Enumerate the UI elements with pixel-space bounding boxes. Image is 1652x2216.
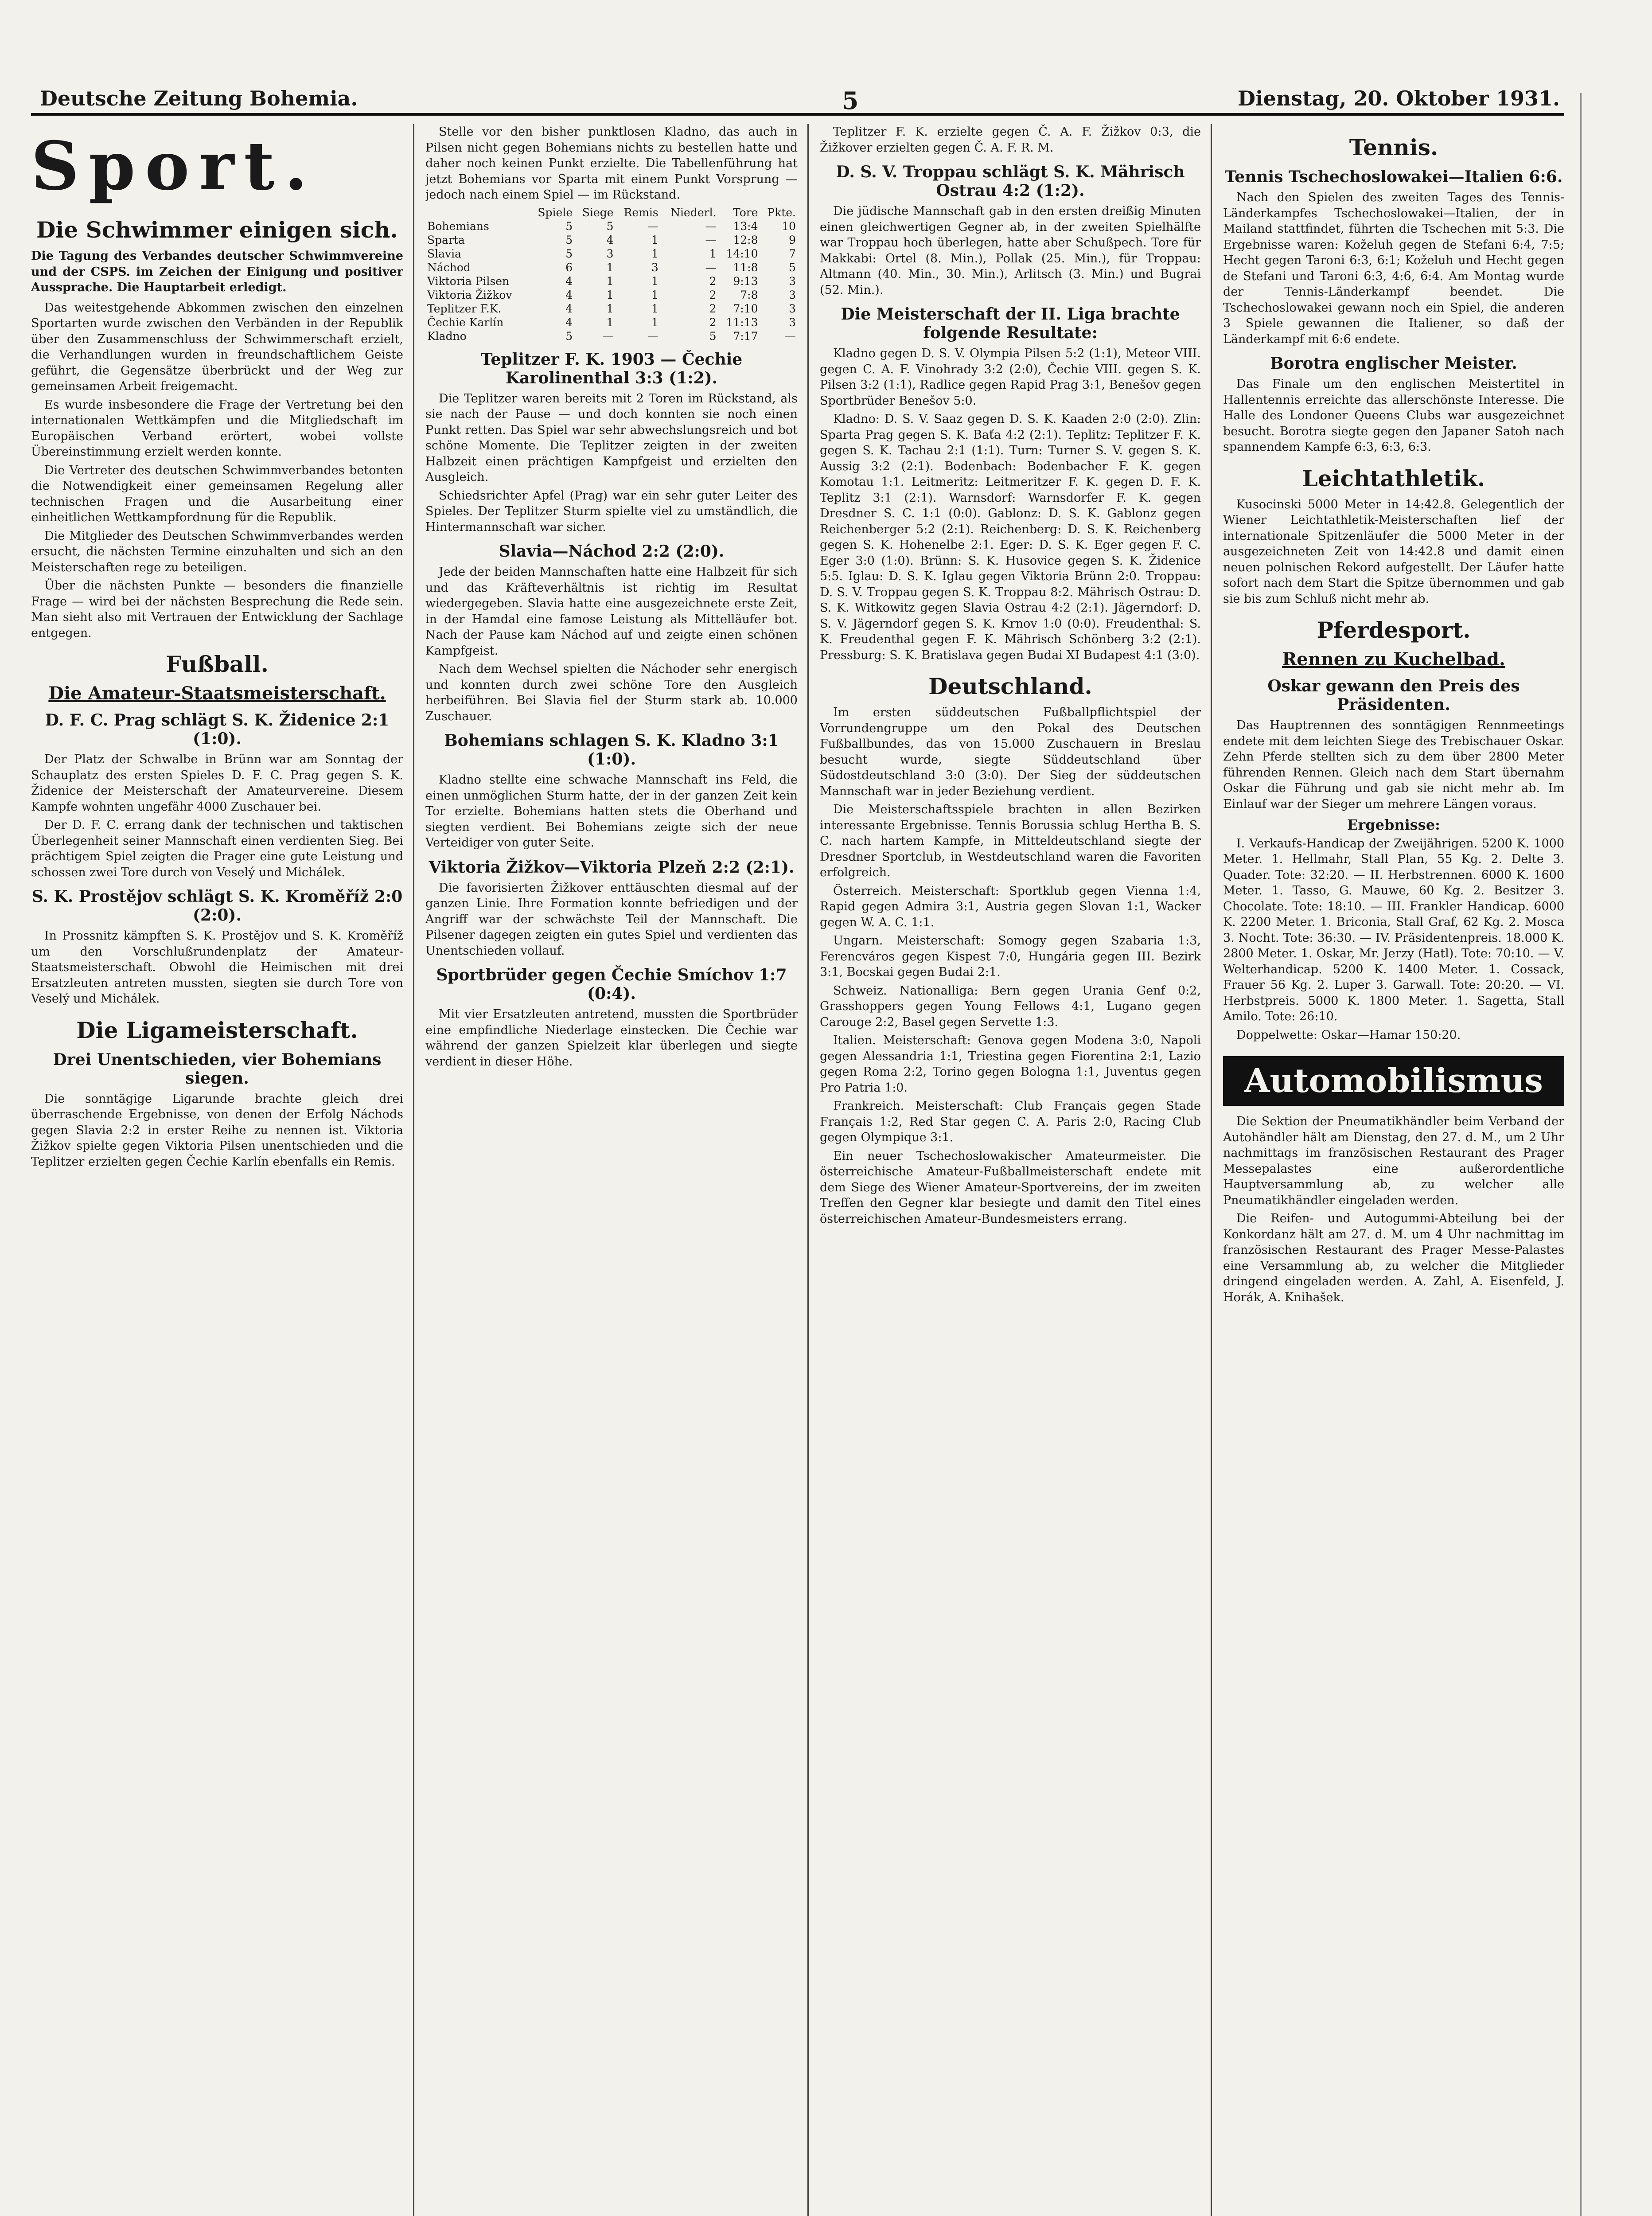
table-cell: 11:13 <box>726 316 758 329</box>
article-subheadline: Die Amateur-Staatsmeisterschaft. <box>48 683 386 704</box>
article-paragraph: Kladno stellte eine schwache Mannschaft ins Feld, die einen unmöglichen Sturm hatte, der in der ganzen Zeit kein Tor erzielte. Bohemians hatten stets die Oberhand und siegten verdient. Bei Bohemians zeigte sich der neue Verteidiger von guter Seite. <box>425 773 798 850</box>
table-cell: 9:13 <box>733 274 758 288</box>
article-paragraph: Die sonntägige Ligarunde brachte gleich drei überraschende Ergebnisse, von denen der Erfolg Náchods gegen Slavia 2:2 in erster Reihe zu nennen ist. Viktoria Žižkov spielte gegen Viktoria Pilsen unentschieden und die Teplitzer erzielten gegen Čechie Karlín ebenfalls ein Remis. <box>31 1092 403 1169</box>
article-headline: S. K. Prostějov schlägt S. K. Kroměříž 2:0 (2:0). <box>31 887 403 925</box>
table-cell: 12:8 <box>733 233 758 246</box>
section-title-sport: Sport. <box>31 127 317 205</box>
article-paragraph: Mit vier Ersatzleuten antretend, mussten die Sportbrüder eine empfindliche Niederlage einstecken. Die Čechie war während der ganzen Spielzeit klar überlegen und siegte verdient in dieser Höhe. <box>425 1007 798 1069</box>
table-cell: — <box>705 219 717 233</box>
column-3 <box>820 124 1201 2216</box>
article-paragraph: Das Finale um den englischen Meistertitel in Hallentennis erreichte das allerschönste Interesse. Die Halle des Londoner Queens Clubs war ausgezeichnet besucht. Borotra siegte gegen den Japaner Satoh nach spannendem Kampfe 6:3, 6:3, 6:3. <box>1223 377 1564 454</box>
league-table-header <box>425 206 798 219</box>
page-header <box>31 82 1564 116</box>
article-paragraph: Nach den Spielen des zweiten Tages des Tennis-Länderkampfes Tschechoslowakei—Italien, der in Mailand stattfindet, führten die Tschechen mit 5:3. Die Ergebnisse waren: Koželuh gegen de Stefani 6:4, 7:5; Hecht gegen Taroni 6:3, 6:1; Koželuh und Hecht gegen de Stefani und Taroni 6:3, 4:6, 6:4. Am Montag wurde der Tennis-Länderkampf beendet. Die Tschechoslowakei gewann noch ein Spiel, die anderen 3 Spiele gewannen die Italiener, so daß der Länderkampf mit 6:6 endete. <box>1223 191 1564 346</box>
article-headline: Viktoria Žižkov—Viktoria Plzeň 2:2 (2:1). <box>429 858 795 877</box>
article-paragraph: Die Mitglieder des Deutschen Schwimmverbandes werden ersucht, die nächsten Termine einzuhalten und sich an den Meisterschaften rege zu beteiligen. <box>31 529 403 574</box>
table-row <box>425 274 798 288</box>
article-headline: Oskar gewann den Preis des Präsidenten. <box>1267 677 1520 714</box>
table-cell: 7:17 <box>733 329 758 343</box>
table-head-cell: Remis <box>623 206 658 219</box>
table-head-cell: Spiele <box>538 206 573 219</box>
section-title-fussball: Fußball. <box>166 651 269 677</box>
table-cell: 11:8 <box>733 261 758 274</box>
article-paragraph: Die Sektion der Pneumatikhändler beim Verband der Autohändler hält am Dienstag, den 27. d. M., um 2 Uhr nachmittags im französischen Restaurant des Prager Messepalastes eine außerordentliche Hauptversammlung ab, zu welcher alle Pneumatikhändler eingeladen werden. <box>1223 1115 1564 1207</box>
table-cell: Viktoria Žižkov <box>427 288 512 301</box>
article-headline: D. F. C. Prag schlägt S. K. Židenice 2:1 (1:0). <box>45 711 390 748</box>
table-cell: 7 <box>789 247 796 260</box>
column-rule <box>807 124 809 2216</box>
table-cell: Kladno <box>427 329 467 343</box>
article-paragraph: Das Hauptrennen des sonntägigen Rennmeetings endete mit dem leichten Siege des Trebischauer Oskar. Zehn Pferde stellten sich zu dem über 2800 Meter führenden Rennen. Gleich nach dem Start übernahm Oskar die Führung und gab sie nicht mehr ab. Im Einlauf war der Sieger um mehrere Längen voraus. <box>1223 718 1564 811</box>
table-cell: Čechie Karlín <box>427 316 504 329</box>
table-cell: 1 <box>651 247 658 260</box>
article-headline: Die Meisterschaft der II. Liga brachte folgende Resultate: <box>841 305 1180 342</box>
table-cell: 2 <box>709 288 717 301</box>
article-paragraph: Frankreich. Meisterschaft: Club Français gegen Stade Français 1:2, Red Star gegen C. A. Paris 2:0, Racing Club gegen Olympique 3:1. <box>820 1099 1201 1144</box>
table-cell: 3 <box>789 302 796 315</box>
race-results: I. Verkaufs-Handicap der Zweijährigen. 5200 K. 1000 Meter. 1. Hellmahr, Stall Plan, 55 Kg. 2. Delte 3. Quader. Tote: 32:20. — II. Herbstrennen. 6000 K. 1600 Meter. 1. Tasso, G. Mauwe, 60 Kg. 2. Besitzer 3. Chocolate. Tote: 18:10. — III. Frankler Handicap. 6000 K. 2200 Meter. 1. Briconia, Stall Graf, 62 Kg. 2. Mosca 3. Nocht. Tote: 36:30. — IV. Präsidentenpreis. 18.000 K. 2800 Meter. 1. Oskar, Mr. Jerzy (Hatl). Tote: 70:10. — V. Welterhandicap. 5200 K. 1400 Meter. 1. Cossack, Frauer 56 Kg. 2. Luper 3. Garwall. Tote: 20:20. — VI. Herbstpreis. 5000 K. 1800 Meter. 1. Sagetta, Stall Amilo. Tote: 26:10. <box>1223 836 1564 1023</box>
column-1 <box>31 124 403 2216</box>
table-cell: 4 <box>565 316 573 329</box>
table-cell: 2 <box>709 302 717 315</box>
article-paragraph: Die jüdische Mannschaft gab in den ersten dreißig Minuten einen gleichwertigen Gegner ab, in der zweiten Spielhälfte war Troppau hoch überlegen, hatte aber Schußpech. Tore für Makkabi: Ortel (8. Min.), Pollak (25. Min.), für Troppau: Altmann (40. Min., 30. Min.), Arlitsch (3. Min.) und Bugrai (52. Min.). <box>820 204 1201 297</box>
table-cell: 4 <box>565 288 573 301</box>
table-head-cell: Niederl. <box>670 206 717 219</box>
table-cell: Slavia <box>427 247 462 260</box>
table-cell: 5 <box>789 261 796 274</box>
results-heading: Ergebnisse: <box>1347 816 1440 833</box>
table-cell: 1 <box>651 233 658 246</box>
article-paragraph: Nach dem Wechsel spielten die Náchoder sehr energisch und konnten durch zwei schöne Tore den Ausgleich herbeiführen. Bei Slavia fiel der Sturm stark ab. 10.000 Zuschauer. <box>425 662 798 723</box>
table-cell: 4 <box>606 233 614 246</box>
article-paragraph: Ein neuer Tschechoslowakischer Amateurmeister. Die österreichische Amateur-Fußballmeisterschaft endete mit dem Siege des Wiener Amateur-Sportvereins, der im zweiten Treffen den Gegner klar besiegte und damit den Titel eines österreichischen Amateur-Bundesmeisters errang. <box>820 1149 1201 1226</box>
article-headline: Bohemians schlagen S. K. Kladno 3:1 (1:0). <box>444 731 779 769</box>
table-cell: 1 <box>606 274 614 288</box>
table-row <box>425 219 798 233</box>
article-headline: Die Ligameisterschaft. <box>76 1017 358 1043</box>
table-head-cell <box>425 206 529 219</box>
league-table <box>425 206 798 343</box>
table-cell: — <box>705 233 717 246</box>
table-cell: 1 <box>606 288 614 301</box>
article-paragraph: Im ersten süddeutschen Fußballpflichtspiel der Vorrundengruppe um den Pokal des Deutschen Fußballbundes, das von 15.000 Zuschauern in Breslau besucht wurde, siegte Süddeutschland über Südostdeutschland 3:0 (3:0). Der Sieg der süddeutschen Mannschaft war in jeder Beziehung verdient. <box>820 706 1201 798</box>
article-headline: Teplitzer F. K. 1903 — Čechie Karolinenthal 3:3 (1:2). <box>480 350 743 387</box>
table-cell: 13:4 <box>733 219 758 233</box>
table-cell: 1 <box>606 261 614 274</box>
table-cell: 5 <box>565 233 573 246</box>
article-paragraph: Der D. F. C. errang dank der technischen und taktischen Überlegenheit seiner Mannschaft einen verdienten Sieg. Bei prächtigem Spiel zeigten die Prager eine gute Leistung und schossen zwei Tore durch von Veselý und Michálek. <box>31 818 403 879</box>
section-title-automobilismus: Automobilismus <box>1223 1056 1564 1106</box>
table-cell: 3 <box>789 288 796 301</box>
section-title-pferdesport: Pferdesport. <box>1317 617 1471 643</box>
table-cell: 1 <box>651 288 658 301</box>
table-cell: 7:10 <box>733 302 758 315</box>
table-cell: 5 <box>565 247 573 260</box>
article-paragraph: Das weitestgehende Abkommen zwischen den einzelnen Sportarten wurde zwischen den Verbänden in der Republik über den Zusammenschluss der Schwimmerschaft erzielt, die Verhandlungen wurden in freundschaftlichem Geiste geführt, die Gegensätze überbrückt und der Weg zur gemeinsamen Arbeit freigemacht. <box>31 300 403 393</box>
article-paragraph: Die Vertreter des deutschen Schwimmverbandes betonten die Notwendigkeit einer gemeinsamen Regelung aller technischen Fragen und die Ausarbeitung einer einheitlichen Wettkampfordnung für die Republik. <box>31 463 403 524</box>
table-cell: 4 <box>565 302 573 315</box>
column-4 <box>1223 124 1564 2216</box>
article-paragraph: Die Meisterschaftsspiele brachten in allen Bezirken interessante Ergebnisse. Tennis Borussia schlug Hertha B. S. C. nach hartem Kampfe, in Mitteldeutschland siegte der Dresdner Sportclub, in Westdeutschland waren die Favoriten erfolgreich. <box>820 803 1201 879</box>
table-cell: 1 <box>651 316 658 329</box>
table-cell: — <box>647 219 658 233</box>
table-cell: Náchod <box>427 261 471 274</box>
article-lead: Die Tagung des Verbandes deutscher Schwimmvereine und der CSPS. im Zeichen der Einigung und positiver Aussprache. Die Hauptarbeit erledigt. <box>31 249 403 294</box>
scan-edge <box>1580 93 1582 2216</box>
table-cell: — <box>785 329 796 343</box>
table-cell: 2 <box>709 274 717 288</box>
table-row <box>425 261 798 274</box>
article-paragraph: Jede der beiden Mannschaften hatte eine Halbzeit für sich und das Kräfteverhältnis ist richtig im Resultat wiedergegeben. Slavia hatte eine ausgezeichnete erste Zeit, in der Hamdal eine famose Leistung als Mittelläufer bot. Nach der Pause kam Náchod auf und zeigte einen schönen Kampfgeist. <box>425 565 798 658</box>
table-head-cell: Tore <box>732 206 758 219</box>
table-row <box>425 288 798 302</box>
article-paragraph: Schweiz. Nationalliga: Bern gegen Urania Genf 0:2, Grasshoppers gegen Young Fellows 4:1, Lugano gegen Carouge 2:2, Basel gegen Servette 1:3. <box>820 983 1201 1029</box>
table-cell: 7:8 <box>740 288 758 301</box>
table-cell: 4 <box>565 274 573 288</box>
article-paragraph: Der Platz der Schwalbe in Brünn war am Sonntag der Schauplatz des ersten Spieles D. F. C. Prag gegen S. K. Židenice der Meisterschaft der Amateurvereine. Diesem Kampfe wohnten ungefähr 4000 Zuschauer bei. <box>31 753 403 814</box>
article-paragraph: Die Teplitzer waren bereits mit 2 Toren im Rückstand, als sie nach der Pause — und doch konnten sie noch einen Punkt retten. Das Spiel war sehr abwechslungsreich und bot schöne Momente. Die Teplitzer zeigten in der zweiten Halbzeit einen prächtigen Kampfgeist und erzielten den Ausgleich. <box>425 391 798 484</box>
issue-date: Dienstag, 20. Oktober 1931. <box>1238 86 1560 110</box>
article-headline: Slavia—Náchod 2:2 (2:0). <box>499 542 725 561</box>
table-cell: 3 <box>789 316 796 329</box>
table-cell: 3 <box>789 274 796 288</box>
table-cell: 3 <box>651 261 658 274</box>
table-cell: Viktoria Pilsen <box>427 274 510 288</box>
table-cell: 6 <box>565 261 573 274</box>
article-headline: Die Schwimmer einigen sich. <box>36 217 398 243</box>
table-row <box>425 316 798 329</box>
table-cell: 2 <box>709 316 717 329</box>
page-number: 5 <box>842 86 859 115</box>
table-row <box>425 247 798 261</box>
article-paragraph: In Prossnitz kämpften S. K. Prostějov und S. K. Kroměříž um den Vorschlußrundenplatz der Amateur-Staatsmeisterschaft. Obwohl die Heimischen mit drei Ersatzleuten antreten mussten, siegten sie durch Tore von Veselý und Michálek. <box>31 929 403 1006</box>
table-cell: 1 <box>709 247 717 260</box>
table-cell: Sparta <box>427 233 465 246</box>
table-cell: 3 <box>606 247 614 260</box>
regional-results: Kladno: D. S. V. Saaz gegen D. S. K. Kaaden 2:0 (2:0). Zlin: Sparta Prag gegen S. K. Baťa 4:2 (2:1). Teplitz: Teplitzer F. K. gegen S. K. Tachau 2:1 (1:1). Turn: Turner S. V. gegen S. K. Aussig 3:2 (2:1). Bodenbach: Bodenbacher F. K. gegen Komotau 1:1. Leitmeritz: Leitmeritzer F. K. gegen D. F. K. Teplitz 3:1 (2:1). Warnsdorf: Warnsdorfer F. K. gegen Dresdner S. C. 1:1 (0:0). Gablonz: D. S. K. Gablonz gegen Reichenberger 5:2 (2:1). Reichenberg: D. S. K. Reichenberg gegen S. K. Hohenelbe 2:1. Eger: D. S. K. Eger gegen F. C. Eger 3:0 (1:0). Brünn: S. K. Husovice gegen S. K. Židenice 5:5. Iglau: D. S. K. Iglau gegen Viktoria Brünn 2:0. Troppau: D. S. V. Troppau gegen S. K. Troppau 8:2. Mährisch Ostrau: D. S. K. Witkowitz gegen Slavia Ostrau 4:2 (2:1). Jägerndorf: D. S. V. Jägerndorf gegen S. K. Krnov 1:0 (0:0). Freudenthal: S. K. Freudenthal gegen F. K. Mährisch Schönberg 3:2 (2:1). Pressburg: S. K. Bratislava gegen Budai XI Budapest 4:1 (3:0). <box>820 412 1201 662</box>
column-rule <box>1211 124 1212 2216</box>
table-head-cell: Siege <box>582 206 614 219</box>
table-cell: 1 <box>651 274 658 288</box>
section-title-leichtathletik: Leichtathletik. <box>1302 465 1485 492</box>
article-paragraph: Kladno gegen D. S. V. Olympia Pilsen 5:2 (1:1), Meteor VIII. gegen C. A. F. Vinohrady 3:2 (2:0), Čechie VIII. gegen S. K. Pilsen 3:2 (1:1), Radlice gegen Rapid Prag 3:1, Benešov gegen Sportbrüder Benešov 5:0. <box>820 347 1201 408</box>
table-head-cell: Pkte. <box>767 206 796 219</box>
article-paragraph: Schiedsrichter Apfel (Prag) war ein sehr guter Leiter des Spieles. Der Teplitzer Sturm spielte viel zu umständlich, die Hintermannschaft war sicher. <box>425 488 798 534</box>
article-paragraph: Teplitzer F. K. erzielte gegen Č. A. F. Žižkov 0:3, die Žižkover erzielten gegen Č. A. F. R. M. <box>820 125 1201 155</box>
table-cell: 5 <box>565 219 573 233</box>
table-cell: 1 <box>606 316 614 329</box>
table-row <box>425 302 798 316</box>
table-cell: — <box>602 329 614 343</box>
section-title-tennis: Tennis. <box>1349 134 1438 160</box>
article-paragraph: Die favorisierten Žižkover enttäuschten diesmal auf der ganzen Linie. Ihre Formation konnte befriedigen und der Angriff war der schwächste Teil der Mannschaft. Die Pilsener dagegen zeigten ein gutes Spiel und verdienten das Unentschieden vollauf. <box>425 881 798 958</box>
article-paragraph: Stelle vor den bisher punktlosen Kladno, das auch in Pilsen nicht gegen Bohemians nichts zu bestellen hatte und daher noch keinen Punkt erzielte. Die Tabellenführung hat jetzt Bohemians vor Sparta mit einem Punkt Vorsprung — jedoch nach einem Spiel — im Rückstand. <box>425 125 798 202</box>
column-2 <box>425 124 798 2216</box>
table-cell: 9 <box>789 233 796 246</box>
table-cell: — <box>647 329 658 343</box>
table-cell: Teplitzer F.K. <box>427 302 502 315</box>
double-bet: Doppelwette: Oskar—Hamar 150:20. <box>1236 1028 1461 1042</box>
masthead-left: Deutsche Zeitung Bohemia. <box>40 86 358 110</box>
article-paragraph: Kusocinski 5000 Meter in 14:42.8. Gelegentlich der Wiener Leichtathletik-Meisterschaften lief der internationale Spitzenläufer die 5000 Meter in der ausgezeichneten Zeit von 14:42.8 und damit einen neuen polnischen Rekord aufgestellt. Der Läufer hatte sofort nach dem Start die Spitze übernommen und gab sie bis zum Schluß nicht mehr ab. <box>1223 497 1564 606</box>
table-cell: — <box>705 261 717 274</box>
article-paragraph: Es wurde insbesondere die Frage der Vertretung bei den internationalen Wettkämpfen und die Mitgliedschaft im Europäischen Verband erörtert, wobei vollste Übereinstimmung erzielt werden konnte. <box>31 398 403 459</box>
column-rule <box>413 124 414 2216</box>
article-paragraph: Die Reifen- und Autogummi-Abteilung bei der Konkordanz hält am 27. d. M. um 4 Uhr nachmittag im französischen Restaurant des Prager Messe-Palastes eine Versammlung ab, zu welcher die Mitglieder dringend eingeladen werden. A. Zahl, A. Eisenfeld, J. Horák, A. Knihašek. <box>1223 1212 1564 1304</box>
table-cell: 5 <box>606 219 614 233</box>
article-headline: D. S. V. Troppau schlägt S. K. Mährisch Ostrau 4:2 (1:2). <box>836 163 1185 200</box>
article-headline: Sportbrüder gegen Čechie Smíchov 1:7 (0:4). <box>436 966 787 1003</box>
table-cell: 1 <box>651 302 658 315</box>
article-subheadline: Drei Unentschieden, vier Bohemians siegen. <box>53 1050 382 1088</box>
table-cell: 10 <box>782 219 796 233</box>
article-paragraph: Österreich. Meisterschaft: Sportklub gegen Vienna 1:4, Rapid gegen Admira 3:1, Austria gegen Slovan 1:1, Wacker gegen W. A. C. 1:1. <box>820 884 1201 929</box>
table-cell: 14:10 <box>726 247 758 260</box>
table-cell: 5 <box>565 329 573 343</box>
table-cell: 5 <box>709 329 717 343</box>
article-paragraph: Ungarn. Meisterschaft: Somogy gegen Szabaria 1:3, Ferencváros gegen Kispest 7:0, Hungária gegen III. Bezirk 3:1, Bocskai gegen Budai 2:1. <box>820 934 1201 979</box>
article-paragraph: Italien. Meisterschaft: Genova gegen Modena 3:0, Napoli gegen Alessandria 1:1, Triestina gegen Fiorentina 2:1, Lazio gegen Roma 2:2, Torino gegen Bologna 1:1, Juventus gegen Pro Patria 1:0. <box>820 1034 1201 1095</box>
article-paragraph: Über die nächsten Punkte — besonders die finanzielle Frage — wird bei der nächsten Besprechung die Rede sein. Man sieht also mit Vertrauen der Entwicklung der Sachlage entgegen. <box>31 579 403 640</box>
table-cell: Bohemians <box>427 219 489 233</box>
table-row <box>425 233 798 247</box>
article-headline: Borotra englischer Meister. <box>1270 354 1517 373</box>
table-row <box>425 329 798 343</box>
article-headline: Tennis Tschechoslowakei—Italien 6:6. <box>1224 168 1563 186</box>
section-title-deutschland: Deutschland. <box>928 673 1092 699</box>
table-cell: 1 <box>606 302 614 315</box>
article-subheadline: Rennen zu Kuchelbad. <box>1282 649 1505 670</box>
